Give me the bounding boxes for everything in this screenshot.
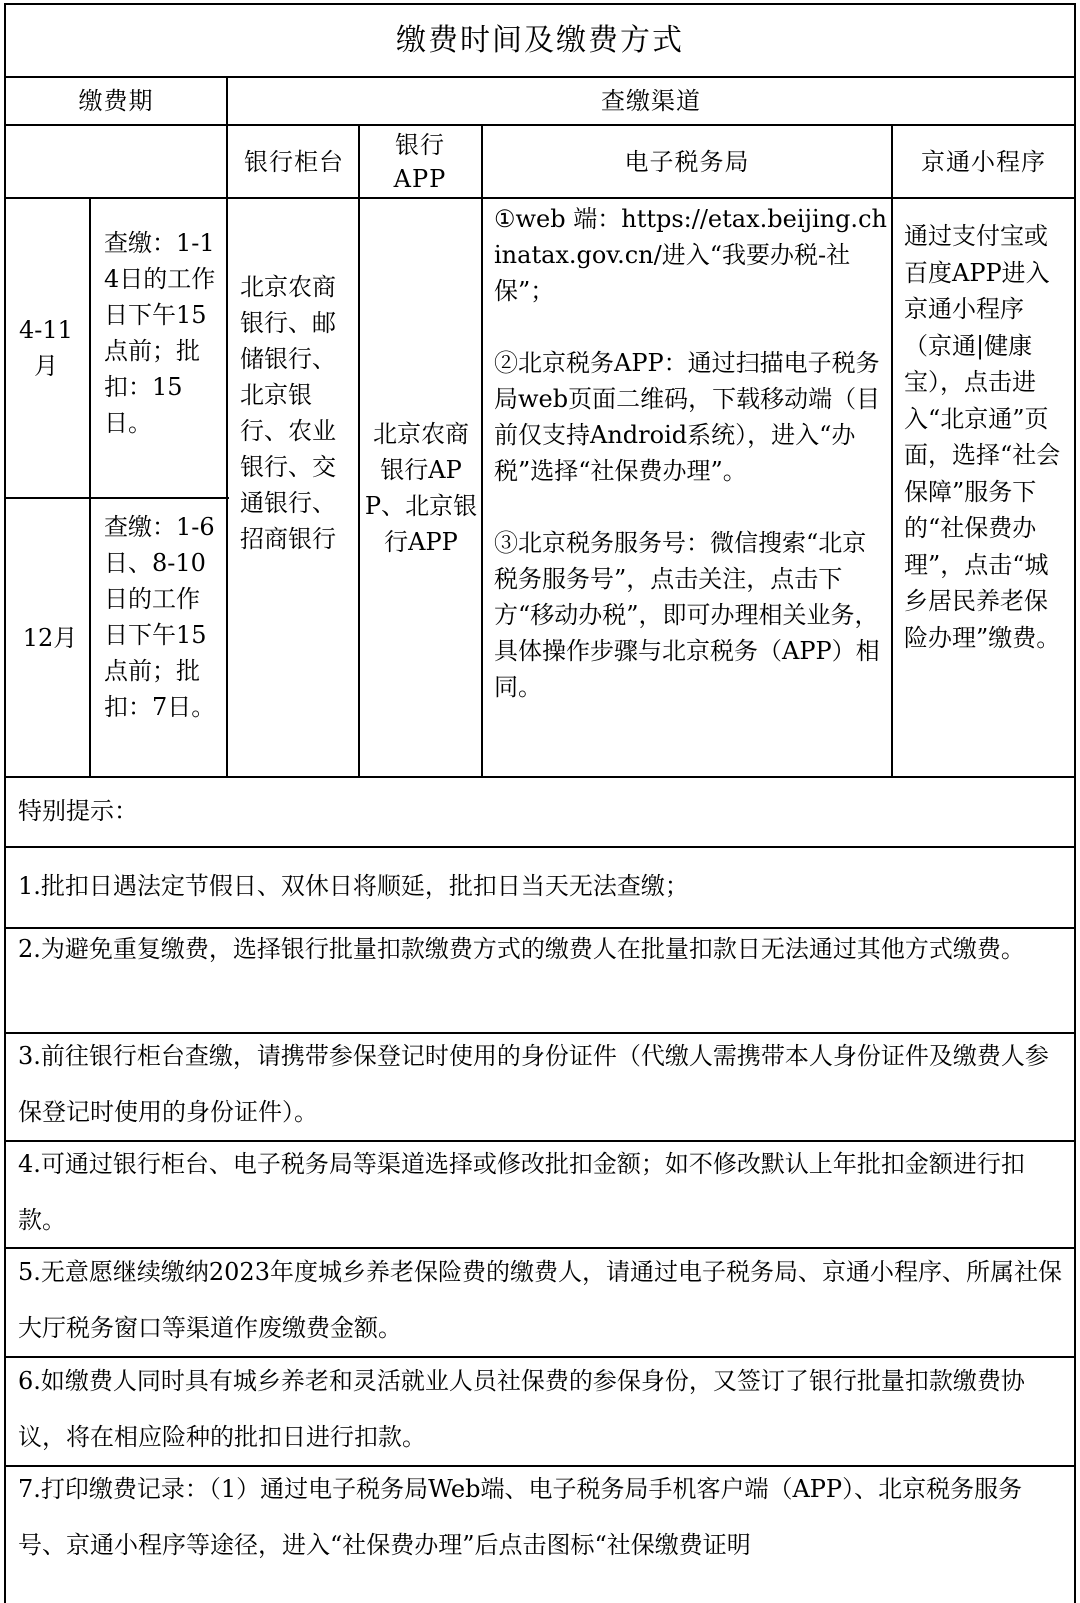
note-7: 7.打印缴费记录：（1）通过电子税务局Web端、电子税务局手机客户端（APP）、北京税务服务号、京通小程序等途径，进入“社保费办理”后点击图标“社保缴费证明: [18, 1475, 1023, 1559]
header-etax: 电子税务局: [624, 147, 750, 176]
note-2: 2.为避免重复缴费，选择银行批量扣款缴费方式的缴费人在批量扣款日无法通过其他方式缴费。: [18, 935, 1025, 963]
note-6: 6.如缴费人同时具有城乡养老和灵活就业人员社保费的参保身份，又签订了银行批量扣款缴费协议，将在相应险种的批扣日进行扣款。: [18, 1367, 1025, 1451]
header-period: 缴费期: [78, 87, 154, 115]
period-row-1: 4-11月: [19, 316, 73, 380]
jingtong-instructions: 通过支付宝或百度APP进入京通小程序（京通|健康宝），点击进入“北京通”页面，选择“社会保障”服务下的“社保费办理”，点击“城乡居民养老保险办理”缴费。: [904, 222, 1061, 652]
header-channels: 查缴渠道: [601, 87, 701, 115]
bank-app-list: 北京农商银行APP、北京银行APP: [364, 419, 478, 556]
note-4: 4.可通过银行柜台、电子税务局等渠道选择或修改批扣金额；如不修改默认上年批扣金额进行扣款。: [18, 1150, 1025, 1234]
payment-table: [4, 3, 1076, 1603]
etax-item-3: ③北京税务服务号：微信搜索“北京税务服务号”，点击关注，点击下方“移动办税”，即可办理相关业务，具体操作步骤与北京税务（APP）相同。: [494, 529, 880, 701]
etax-item-2: ②北京税务APP：通过扫描电子税务局web页面二维码，下载移动端（目前仅支持Android系统），进入“办税”选择“社保费办理”。: [494, 349, 881, 485]
schedule-row-2: 查缴：1-6日、8-10日的工作日下午15点前；批扣：7日。: [104, 513, 216, 721]
schedule-row-1: 查缴：1-14日的工作日下午15点前；批扣：15日。: [104, 229, 216, 437]
header-bank-app: 银行APP: [393, 130, 447, 193]
note-5: 5.无意愿继续缴纳2023年度城乡养老保险费的缴费人，请通过电子税务局、京通小程序、所属社保大厅税务窗口等渠道作废缴费金额。: [18, 1258, 1062, 1342]
etax-instructions: [494, 201, 890, 777]
special-notes-title: 特别提示：: [18, 797, 138, 825]
note-1: 1.批扣日遇法定节假日、双休日将顺延，批扣日当天无法查缴；: [18, 872, 689, 900]
table-title: 缴费时间及缴费方式: [396, 22, 684, 58]
period-row-2: 12月: [22, 623, 78, 652]
header-bank-counter: 银行柜台: [244, 147, 344, 176]
header-jingtong: 京通小程序: [921, 147, 1046, 176]
bank-counter-list: 北京农商银行、邮储银行、北京银行、农业银行、交通银行、招商银行: [240, 273, 336, 553]
etax-item-1: ①web 端：https://etax.beijing.chinatax.gov.cn/进入“我要办税-社保”；: [494, 205, 887, 305]
note-3: 3.前往银行柜台查缴，请携带参保登记时使用的身份证件（代缴人需携带本人身份证件及缴费人参保登记时使用的身份证件）。: [18, 1042, 1049, 1126]
